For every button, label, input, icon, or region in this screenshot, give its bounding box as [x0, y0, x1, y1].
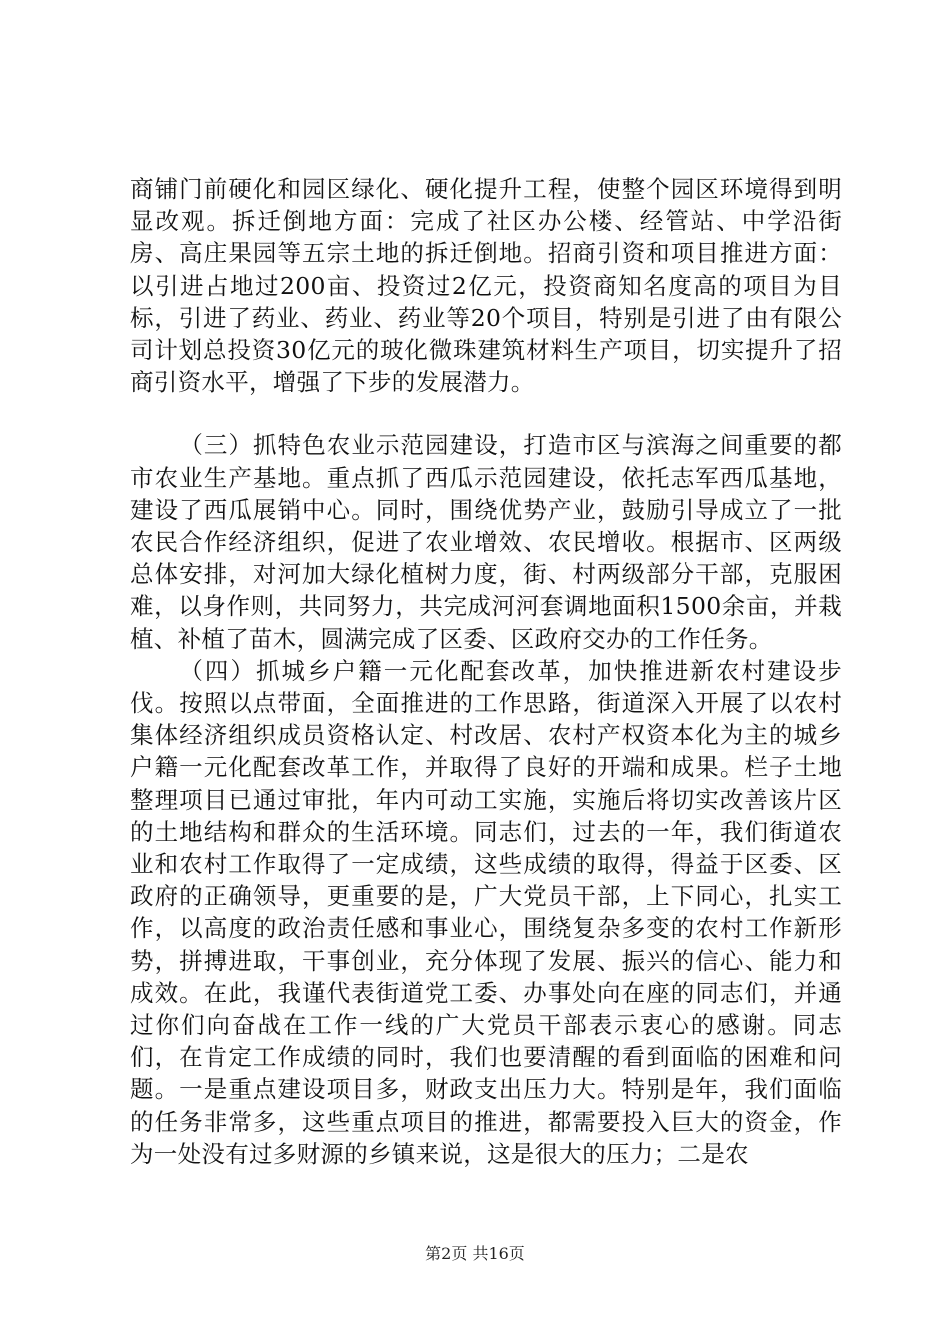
- page-number-footer: 第2页 共16页: [425, 1244, 525, 1263]
- paragraph-section-4: （四）抓城乡户籍一元化配套改革，加快推进新农村建设步伐。按照以点带面，全面推进的工作思路，街道深入开展了以农村集体经济组织成员资格认定、村改居、农村产权资本化为主的城乡户籍一元化配套改革工作，并取得了良好的开端和成果。栏子土地整理项目已通过审批，年内可动工实施，实施后将切实改善该片区的土地结构和群众的生活环境。同志们，过去的一年，我们街道农业和农村工作取得了一定成绩，这些成绩的取得，得益于区委、区政府的正确领导，更重要的是，广大党员干部，上下同心，扎实工作，以高度的政治责任感和事业心，围绕复杂多变的农村工作新形势，拼搏进取，干事创业，充分体现了发展、振兴的信心、能力和成效。在此，我谨代表街道党工委、办事处向在座的同志们，并通过你们向奋战在工作一线的广大党员干部表示衷心的感谢。同志们，在肯定工作成绩的同时，我们也要清醒的看到面临的困难和问题。一是重点建设项目多，财政支出压力大。特别是年，我们面临的任务非常多，这些重点项目的推进，都需要投入巨大的资金，作为一处没有过多财源的乡镇来说，这是很大的压力；二是农: [130, 656, 842, 1168]
- paragraph-spacer: [130, 398, 842, 429]
- paragraph-continuation: 商铺门前硬化和园区绿化、硬化提升工程，使整个园区环境得到明显改观。拆迁倒地方面：完成了社区办公楼、经管站、中学沿街房、高庄果园等五宗土地的拆迁倒地。招商引资和项目推进方面：以引进占地过200亩、投资过2亿元，投资商知名度高的项目为目标，引进了药业、药业、药业等20个项目，特别是引进了由有限公司计划总投资30亿元的玻化微珠建筑材料生产项目，切实提升了招商引资水平，增强了下步的发展潜力。: [130, 175, 842, 397]
- paragraph-section-3: （三）抓特色农业示范园建设，打造市区与滨海之间重要的都市农业生产基地。重点抓了西瓜示范园建设，依托志军西瓜基地，建设了西瓜展销中心。同时，围绕优势产业，鼓励引导成立了一批农民合作经济组织，促进了农业增效、农民增收。根据市、区两级总体安排，对河加大绿化植树力度，街、村两级部分干部，克服困难，以身作则，共同努力，共完成河河套调地面积1500余亩，并栽植、补植了苗木，圆满完成了区委、区政府交办的工作任务。: [130, 431, 842, 653]
- document-body: [130, 173, 842, 1170]
